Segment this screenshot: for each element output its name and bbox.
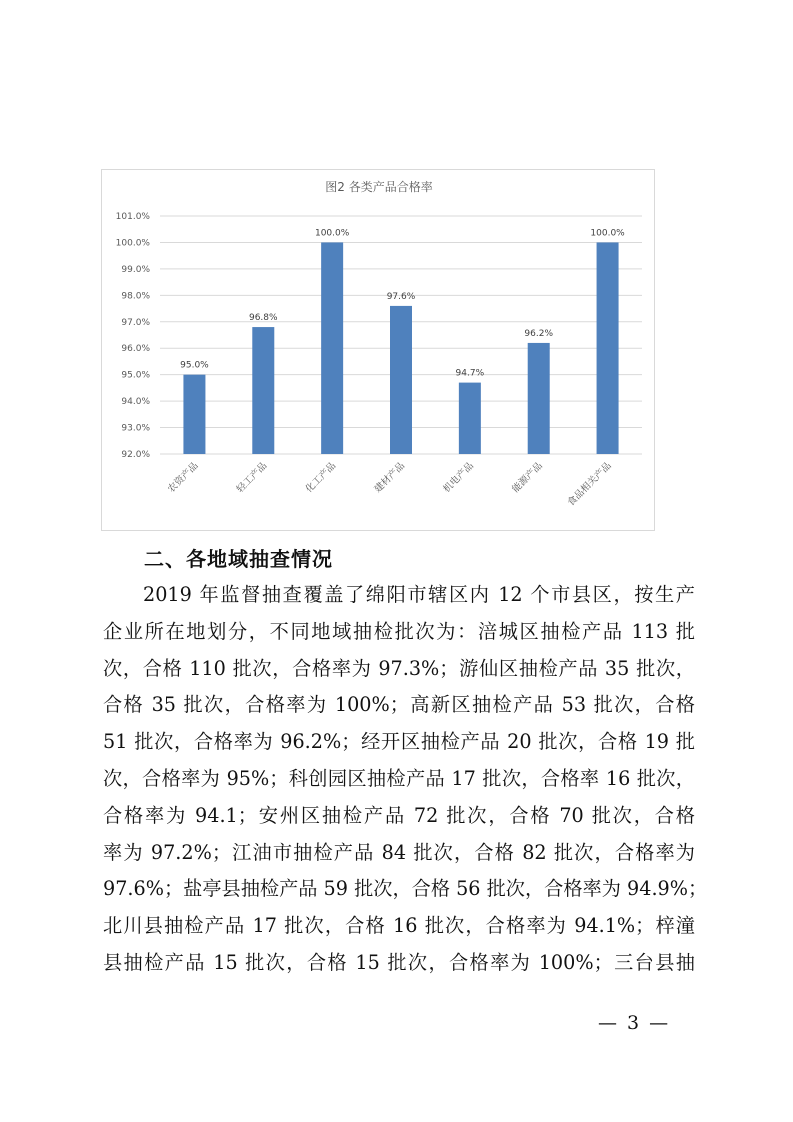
body-line: 2019 年监督抽查覆盖了绵阳市辖区内 12 个市县区，按生产	[143, 583, 695, 606]
bar	[459, 383, 481, 454]
body-paragraph	[103, 577, 708, 982]
category-label: 食品相关产品	[565, 460, 614, 509]
data-label: 97.6%	[386, 291, 416, 302]
body-line: 北川县抽检产品 17 批次，合格 16 批次，合格率为 94.1%；梓潼	[103, 914, 695, 938]
y-tick-label: 99.0%	[121, 264, 150, 275]
category-label: 轻工产品	[234, 460, 270, 496]
bar-chart	[101, 169, 655, 531]
bar	[597, 242, 619, 454]
body-line: 97.6%；盐亭县抽检产品 59 批次，合格 56 批次，合格率为 94.9%；	[103, 877, 708, 901]
bar	[183, 375, 205, 454]
body-line: 次，合格率为 95%；科创园区抽检产品 17 批次，合格率 16 批次，	[103, 766, 695, 790]
data-label: 96.8%	[248, 313, 278, 324]
y-tick-label: 101.0%	[115, 212, 150, 222]
body-line: 51 批次，合格率为 96.2%；经开区抽检产品 20 批次，合格 19 批	[103, 730, 695, 754]
body-line: 次，合格 110 批次，合格率为 97.3%；游仙区抽检产品 35 批次，	[103, 656, 695, 680]
y-tick-label: 97.0%	[121, 317, 150, 328]
y-tick-label: 94.0%	[121, 397, 150, 408]
body-line: 合格率为 94.1；安州区抽检产品 72 批次，合格 70 批次，合格	[103, 803, 695, 827]
bar	[252, 327, 274, 454]
y-tick-label: 92.0%	[121, 450, 150, 460]
category-label: 建材产品	[372, 460, 408, 496]
category-label: 化工产品	[303, 460, 339, 496]
page-number: — 3 —	[598, 1012, 671, 1034]
section-heading: 二、各地域抽查情况	[144, 547, 333, 571]
body-line: 率为 97.2%；江油市抽检产品 84 批次，合格 82 批次，合格率为	[103, 840, 695, 864]
y-tick-label: 95.0%	[121, 370, 150, 381]
category-label: 农资产品	[165, 460, 201, 496]
chart-title: 图2 各类产品合格率	[325, 180, 433, 194]
bar	[321, 242, 343, 454]
body-line: 合格 35 批次，合格率为 100%；高新区抽检产品 53 批次，合格	[103, 693, 695, 717]
y-tick-label: 93.0%	[121, 423, 150, 434]
category-label: 机电产品	[441, 460, 476, 496]
chart-svg	[102, 170, 656, 532]
data-label: 94.7%	[455, 368, 485, 379]
category-label: 能源产品	[510, 460, 545, 496]
y-tick-label: 96.0%	[121, 344, 150, 355]
bar	[528, 343, 550, 454]
y-tick-label: 98.0%	[121, 291, 150, 302]
data-label: 96.2%	[524, 328, 554, 339]
y-tick-label: 100.0%	[115, 238, 150, 249]
data-label: 95.0%	[180, 360, 209, 371]
data-label: 100.0%	[590, 228, 625, 239]
data-label: 100.0%	[314, 228, 350, 239]
body-line: 企业所在地划分，不同地域抽检批次为：涪城区抽检产品 113 批	[103, 619, 695, 643]
bar	[390, 306, 412, 454]
body-line: 县抽检产品 15 批次，合格 15 批次，合格率为 100%；三台县抽	[103, 950, 695, 974]
